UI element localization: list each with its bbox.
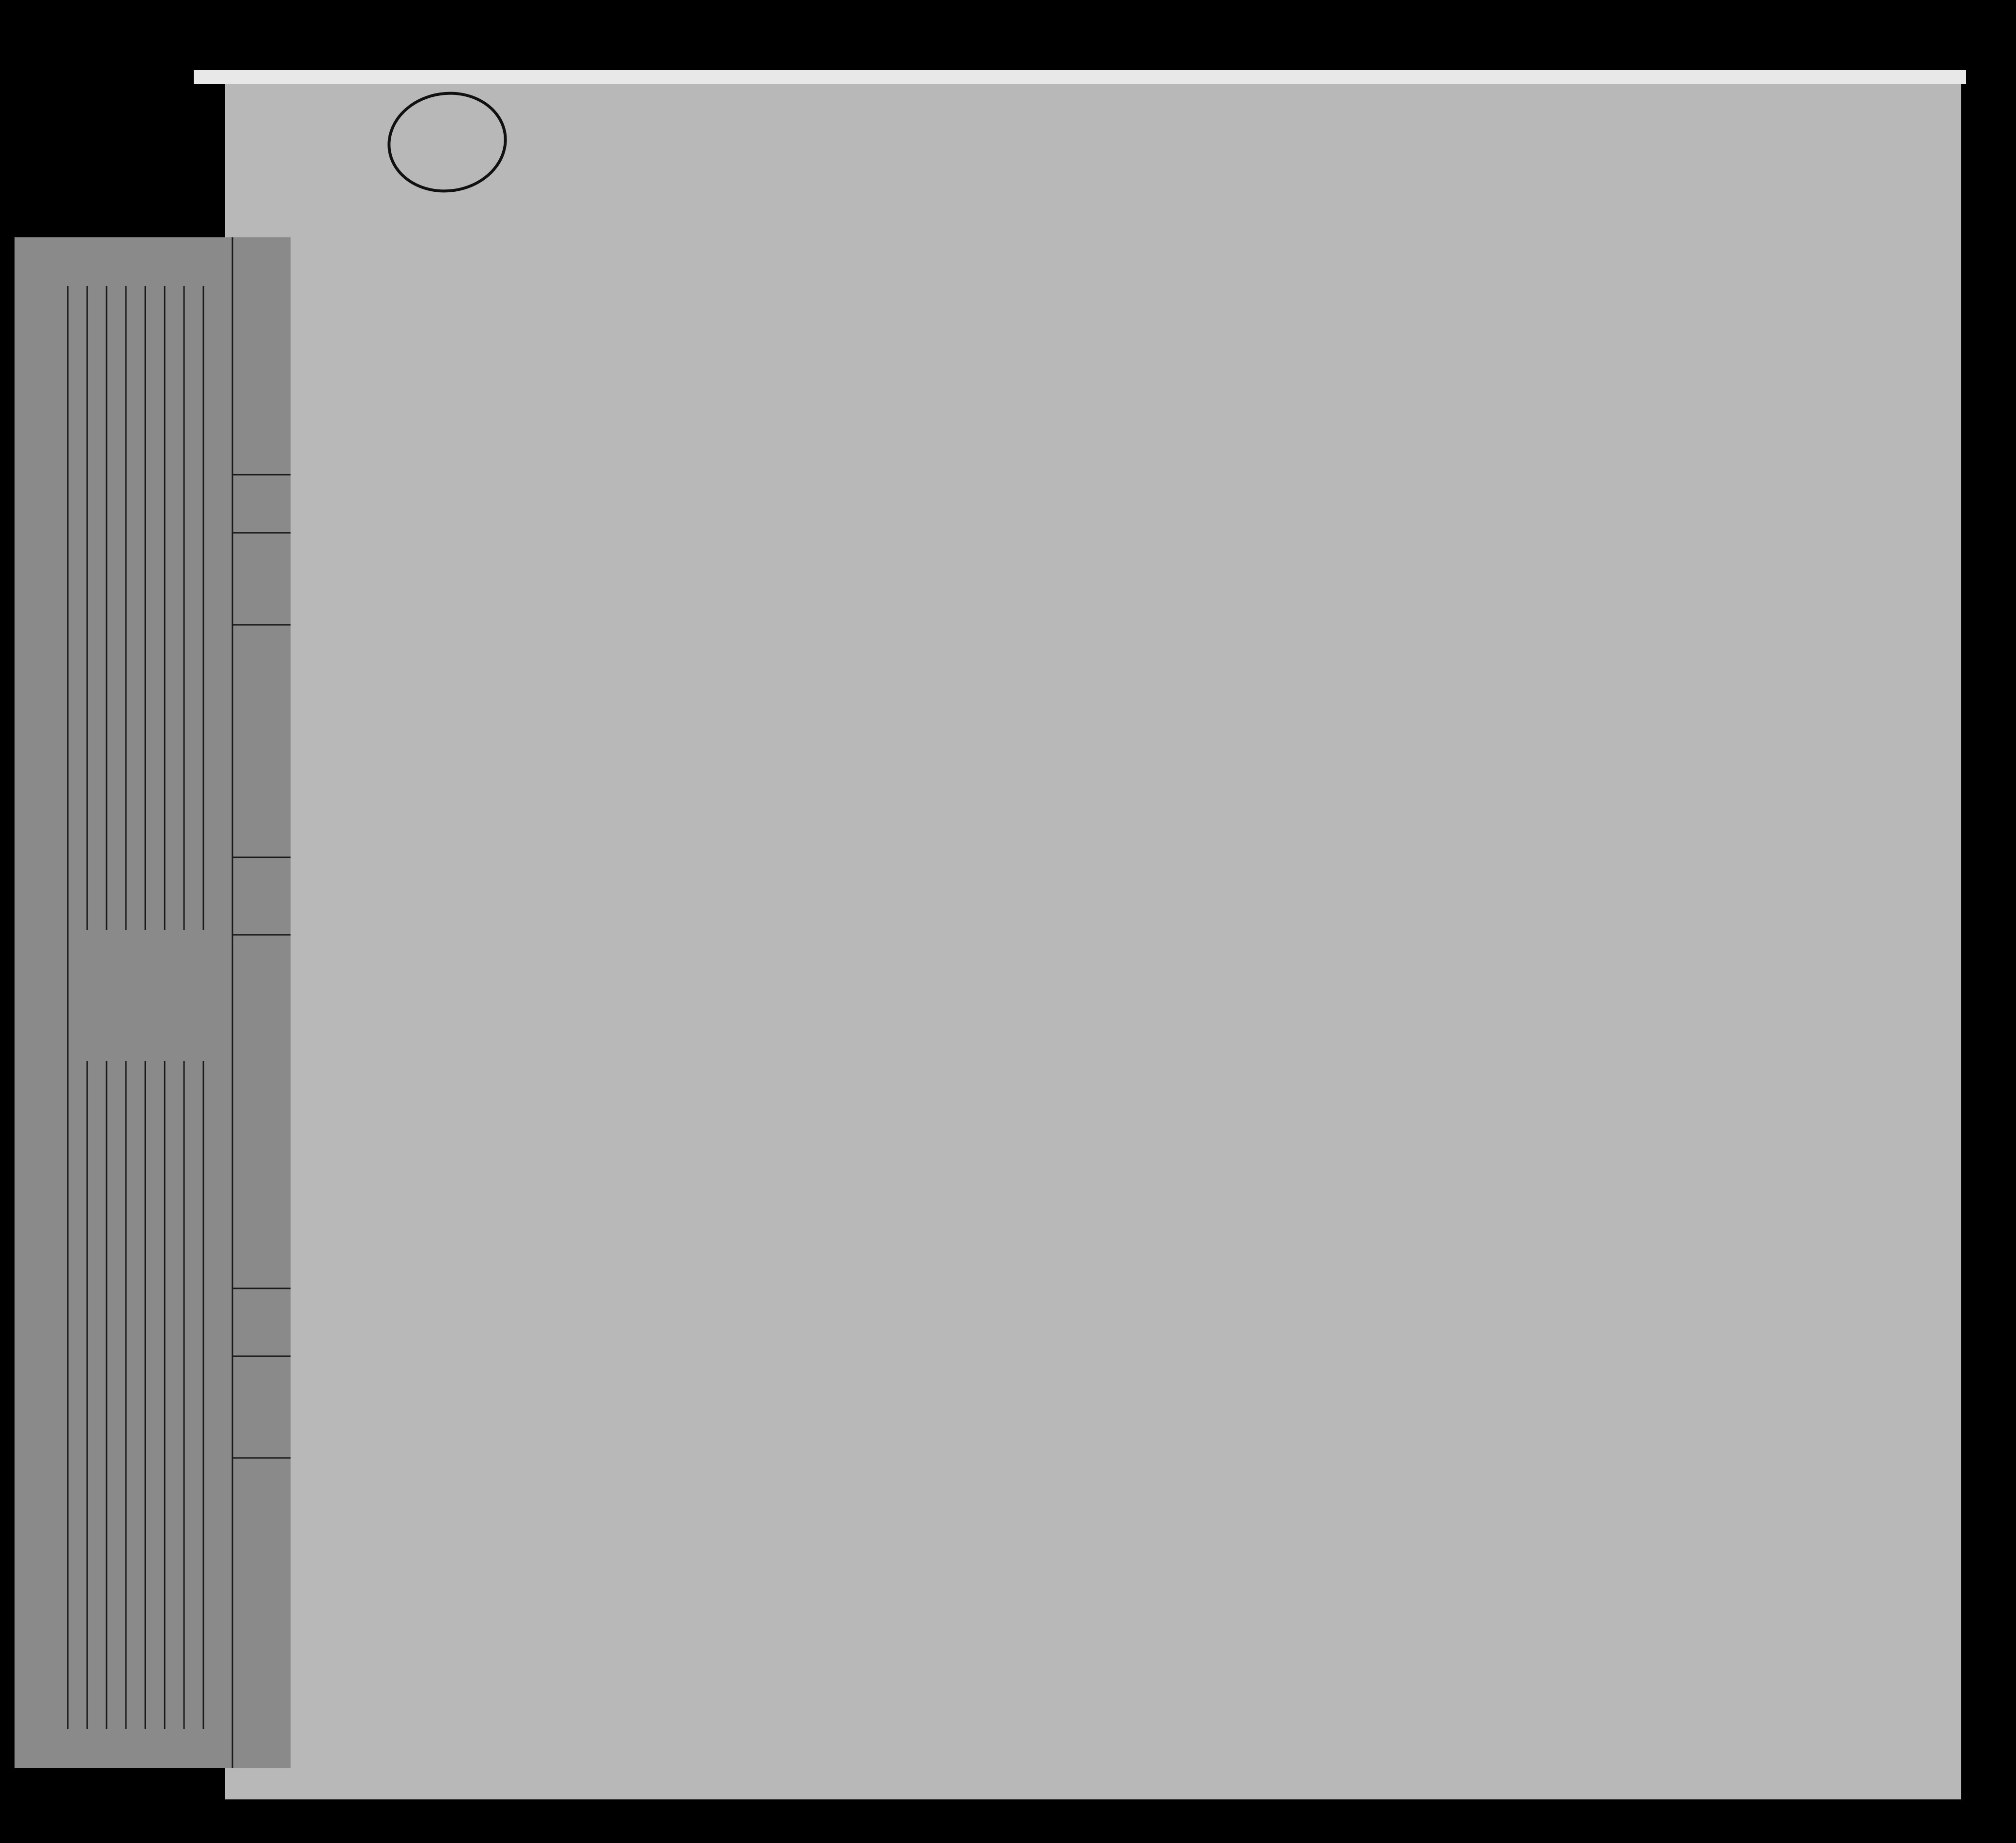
discharged-seamen-strip xyxy=(15,237,291,1768)
strip-rules xyxy=(15,237,291,1768)
